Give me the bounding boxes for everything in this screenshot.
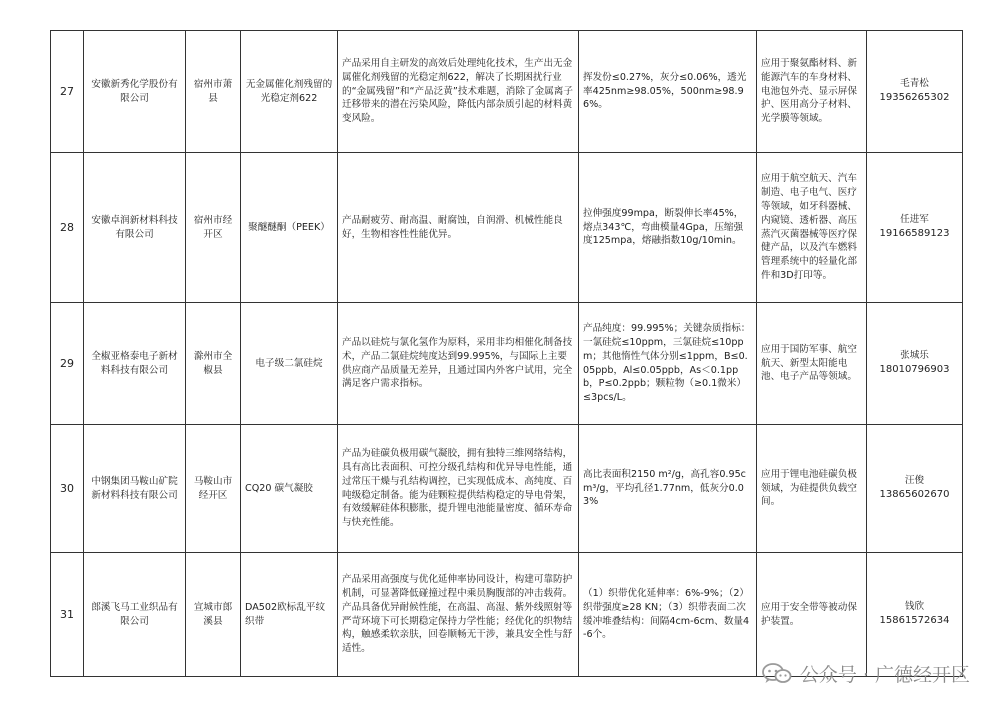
company-name: 郎溪飞马工业织品有限公司 <box>84 553 186 677</box>
application-field: 应用于安全带等被动保护装置。 <box>757 553 867 677</box>
product-description: 产品采用自主研发的高效后处理纯化技术，生产出无金属催化剂残留的光稳定剂622，解决了长期困扰行业的“金属残留”和“产品泛黄”技术难题，消除了金属离子迁移带来的潜在污染风险，降低内部杂质引起的材料黄变风险。 <box>338 31 579 153</box>
row-number: 31 <box>51 553 84 677</box>
application-field: 应用于锂电池硅碳负极领域，为硅提供负载空间。 <box>757 425 867 553</box>
contact-phone: 19166589123 <box>879 228 950 240</box>
technical-specs: 挥发份≤0.27%，灰分≤0.06%，透光率425nm≥98.05%，500nm≥98.96%。 <box>579 31 757 153</box>
product-description: 产品以硅烷与氯化氢作为原料，采用非均相催化制备技术，产品二氯硅烷纯度达到99.995%，与国际上主要供应商产品质量无差异，且通过国内外客户试用，完全满足客户需求指标。 <box>338 303 579 425</box>
company-name: 全椒亚格泰电子新材料科技有限公司 <box>84 303 186 425</box>
technical-specs: 拉伸强度99mpa，断裂伸长率45%，熔点343℃，弯曲模量4Gpa，压缩强度125mpa，熔融指数10g/10min。 <box>579 153 757 303</box>
contact-name: 汪俊 <box>904 475 925 487</box>
contact-name: 钱欣 <box>904 601 925 613</box>
company-name: 中钢集团马鞍山矿院新材料科技有限公司 <box>84 425 186 553</box>
contact-phone: 18010796903 <box>879 364 950 376</box>
row-number: 27 <box>51 31 84 153</box>
technical-specs: （1）织带优化延伸率：6%-9%；（2）织带强度≥28 KN；（3）织带表面二次缓冲堆叠结构：间隔4cm-6cm、数量4-6个。 <box>579 553 757 677</box>
product-name: CQ20 碳气凝胶 <box>241 425 338 553</box>
table-row <box>51 31 963 153</box>
table-row <box>51 553 963 677</box>
location: 滁州市全椒县 <box>186 303 241 425</box>
row-number: 28 <box>51 153 84 303</box>
watermark <box>762 660 970 687</box>
location: 宿州市萧县 <box>186 31 241 153</box>
contact <box>867 553 963 677</box>
contact-phone: 19356265302 <box>879 92 950 104</box>
row-number: 30 <box>51 425 84 553</box>
application-field: 应用于航空航天、汽车制造、电子电气、医疗等领域，如牙科器械、内窥镜、透析器、高压蒸汽灭菌器械等医疗保健产品，以及汽车燃料管理系统中的轻量化部件和3D打印等。 <box>757 153 867 303</box>
technical-specs: 产品纯度：99.995%；关键杂质指标：一氯硅烷≤10ppm，三氯硅烷≤10ppm；其他惰性气体分别≤1ppm，B≤0.05ppb，Al≤0.05ppb，As＜0.1ppb，P≤0.2ppb；颗粒物（≥0.1微米）≤3pcs/L。 <box>579 303 757 425</box>
product-name: 无金属催化剂残留的光稳定剂622 <box>241 31 338 153</box>
location: 宿州市经开区 <box>186 153 241 303</box>
product-description: 产品耐疲劳、耐高温、耐腐蚀，自润滑、机械性能良好，生物相容性性能优异。 <box>338 153 579 303</box>
application-field: 应用于国防军事、航空航天、新型太阳能电池、电子产品等领域。 <box>757 303 867 425</box>
table-row <box>51 425 963 553</box>
contact-name: 张城乐 <box>900 350 929 362</box>
product-description: 产品为硅碳负极用碳气凝胶，拥有独特三维网络结构，具有高比表面积、可控分级孔结构和优异导电性能，通过常压干燥与孔结构调控，已实现低成本、高纯度、百吨级稳定制备。能为硅颗粒提供结构稳定的导电骨架，有效缓解硅体积膨胀，提升锂电池能量密度、循环寿命与快充性能。 <box>338 425 579 553</box>
contact-name: 任进军 <box>900 214 929 226</box>
table-row <box>51 303 963 425</box>
table-row <box>51 153 963 303</box>
location: 马鞍山市经开区 <box>186 425 241 553</box>
contact-phone: 13865602670 <box>879 489 950 501</box>
company-name: 安徽卓润新材料科技有限公司 <box>84 153 186 303</box>
contact <box>867 303 963 425</box>
contact <box>867 31 963 153</box>
product-name: 电子级二氯硅烷 <box>241 303 338 425</box>
product-name: 聚醚醚酮（PEEK） <box>241 153 338 303</box>
contact-phone: 15861572634 <box>879 615 950 627</box>
location: 宣城市郎溪县 <box>186 553 241 677</box>
contact-name: 毛青松 <box>900 78 929 90</box>
company-table <box>50 30 963 677</box>
contact <box>867 153 963 303</box>
contact <box>867 425 963 553</box>
product-name: DA502欧标乱平纹织带 <box>241 553 338 677</box>
product-description: 产品采用高强度与优化延伸率协同设计，构建可靠防护机制，可显著降低碰撞过程中乘员胸腹部的冲击载荷。产品具备优异耐候性能，在高温、高湿、紫外线照射等严苛环境下可长期稳定保持力学性能；经优化的织物结构，触感柔软亲肤，回卷顺畅无干涉，兼具安全性与舒适性。 <box>338 553 579 677</box>
technical-specs: 高比表面积2150 m²/g，高孔容0.95cm³/g，平均孔径1.77nm，低灰分0.03% <box>579 425 757 553</box>
row-number: 29 <box>51 303 84 425</box>
company-name: 安徽新秀化学股份有限公司 <box>84 31 186 153</box>
wechat-icon <box>762 663 792 685</box>
application-field: 应用于聚氨酯材料、新能源汽车的车身材料、电池包外壳、显示屏保护、医用高分子材料、光学膜等领域。 <box>757 31 867 153</box>
watermark-text: 公众号 · 广德经开区 <box>799 664 970 686</box>
